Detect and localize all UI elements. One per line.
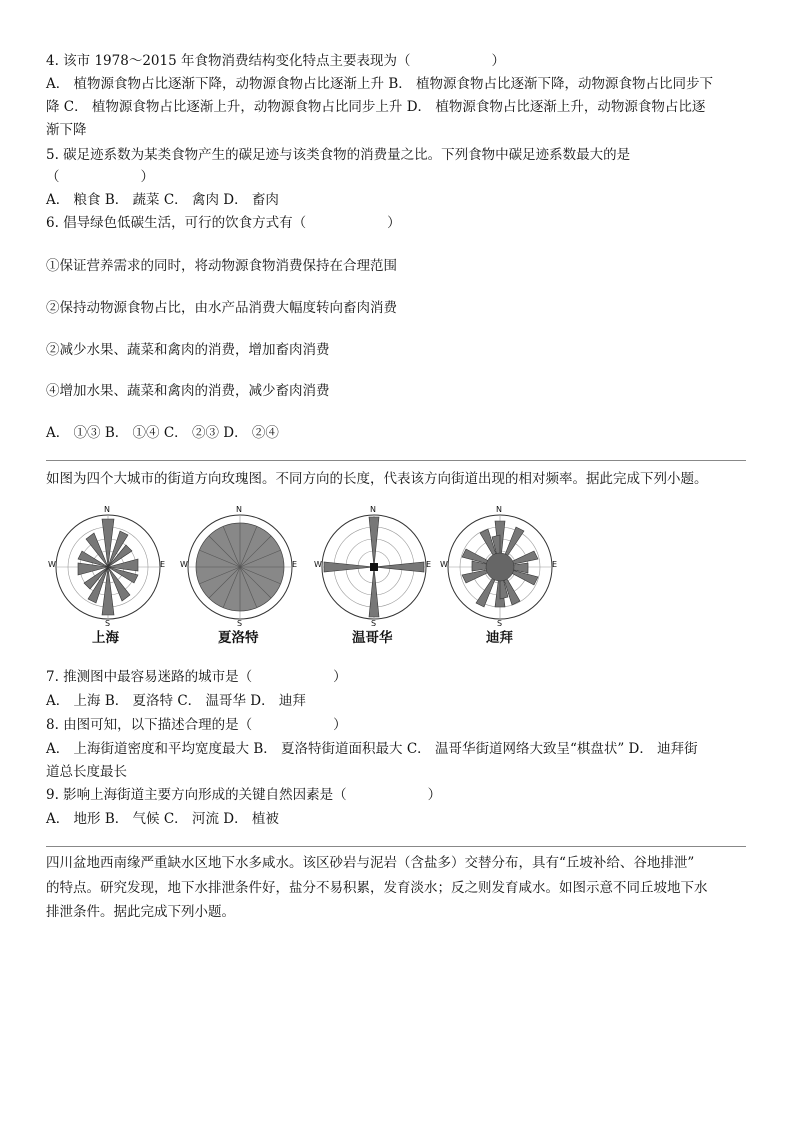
q4-options-line3: 渐下降 (46, 122, 87, 138)
compass-n-3: N (370, 505, 376, 514)
rose-shanghai (56, 515, 160, 619)
q6-item4: ④增加水果、蔬菜和禽肉的消费，减少畜肉消费 (46, 383, 330, 399)
q7-stem: 7. 推测图中最容易迷路的城市是（ ） (46, 669, 347, 685)
passage3-line2: 的特点。研究发现，地下水排泄条件好，盐分不易积累，发育淡水；反之则发育咸水。如图示意不同丘坡地下水 (46, 880, 708, 896)
q4-options-line1: A． 植物源食物占比逐渐下降，动物源食物占比逐渐上升 B． 植物源食物占比逐渐下降，动物源食物占比同步下 (46, 76, 714, 92)
q5-options: A． 粮食 B． 蔬菜 C． 禽肉 D． 畜肉 (46, 192, 279, 208)
street-rose-figure (48, 505, 750, 650)
section-divider-2 (46, 846, 746, 847)
rose-charlotte (188, 515, 292, 619)
city-label-charlotte: 夏洛特 (218, 630, 259, 646)
street-rose-diagrams (50, 508, 750, 650)
q8-stem: 8. 由图可知，以下描述合理的是（ ） (46, 717, 347, 733)
q9-stem: 9. 影响上海街道主要方向形成的关键自然因素是（ ） (46, 787, 442, 803)
compass-s-1: S (105, 619, 111, 628)
q4-stem: 4. 该市 1978～2015 年食物消费结构变化特点主要表现为（ ） (46, 53, 505, 69)
compass-s-4: S (497, 619, 503, 628)
q6-item2: ②保持动物源食物占比，由水产品消费大幅度转向畜肉消费 (46, 300, 397, 316)
compass-s-2: S (237, 619, 243, 628)
city-label-dubai: 迪拜 (486, 630, 513, 646)
q8-options-line2: 道总长度最长 (46, 764, 127, 780)
compass-e-3: E (426, 560, 432, 569)
city-label-vancouver: 温哥华 (352, 630, 393, 646)
q6-item1: ①保证营养需求的同时，将动物源食物消费保持在合理范围 (46, 258, 397, 274)
compass-s-3: S (371, 619, 377, 628)
compass-w-2: W (180, 560, 188, 569)
compass-e-2: E (292, 560, 298, 569)
q9-options: A． 地形 B． 气候 C． 河流 D． 植被 (46, 811, 279, 827)
rose-vancouver (322, 515, 426, 619)
q7-options: A． 上海 B． 夏洛特 C． 温哥华 D． 迪拜 (46, 693, 306, 709)
compass-n-1: N (104, 505, 110, 514)
passage3-line3: 排泄条件。据此完成下列小题。 (46, 904, 235, 920)
compass-n-2: N (236, 505, 242, 514)
q6-stem: 6. 倡导绿色低碳生活，可行的饮食方式有（ ） (46, 215, 401, 231)
city-label-shanghai: 上海 (92, 630, 119, 646)
compass-n-4: N (496, 505, 502, 514)
passage3-line1: 四川盆地西南缘严重缺水区地下水多咸水。该区砂岩与泥岩（含盐多）交替分布，具有“丘坡补给、谷地排泄” (46, 855, 695, 871)
compass-e-4: E (552, 560, 558, 569)
passage2-intro: 如图为四个大城市的街道方向玫瑰图。不同方向的长度，代表该方向街道出现的相对频率。据此完成下列小题。 (46, 471, 708, 487)
q6-options: A． ①③ B． ①④ C． ②③ D． ②④ (46, 425, 279, 441)
compass-e-1: E (160, 560, 166, 569)
q5-blank: （ ） (46, 169, 154, 185)
section-divider (46, 460, 746, 461)
q6-item3: ②减少水果、蔬菜和禽肉的消费，增加畜肉消费 (46, 342, 330, 358)
q8-options-line1: A． 上海街道密度和平均宽度最大 B． 夏洛特街道面积最大 C． 温哥华街道网络大致呈“棋盘状” D． 迪拜街 (46, 741, 698, 757)
rose-dubai (448, 515, 552, 619)
compass-w-1: W (48, 560, 56, 569)
compass-w-3: W (314, 560, 322, 569)
q5-stem: 5. 碳足迹系数为某类食物产生的碳足迹与该类食物的消费量之比。下列食物中碳足迹系数最大的是 (46, 147, 631, 163)
q4-options-line2: 降 C． 植物源食物占比逐渐上升，动物源食物占比同步上升 D． 植物源食物占比逐渐上升，动物源食物占比逐 (46, 99, 706, 115)
compass-w-4: W (440, 560, 448, 569)
